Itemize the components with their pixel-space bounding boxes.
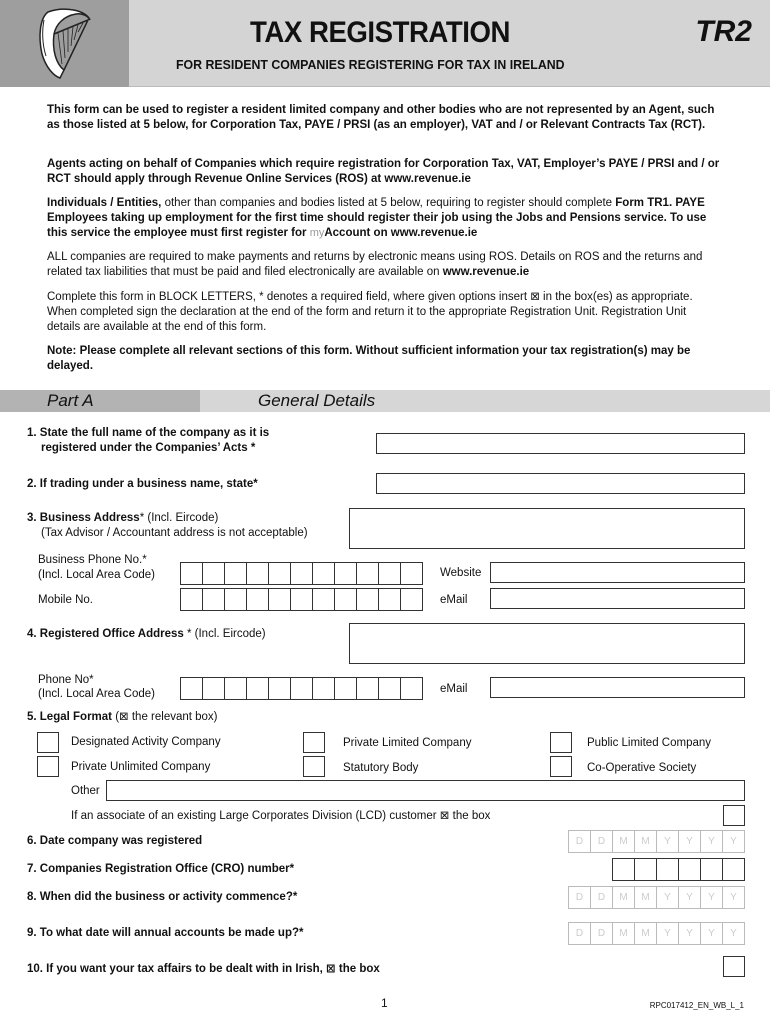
form-title: TAX REGISTRATION: [250, 16, 510, 49]
mobile-label: Mobile No.: [38, 594, 93, 606]
other-input[interactable]: [106, 780, 745, 801]
q2-label: 2. If trading under a business name, state*: [27, 478, 258, 490]
form-reference-code: RPC017412_EN_WB_L_1: [649, 1001, 744, 1010]
form-subtitle: FOR RESIDENT COMPANIES REGISTERING FOR TAX IN IRELAND: [176, 57, 565, 72]
co-operative-society-checkbox[interactable]: [550, 756, 572, 777]
q7-label: 7. Companies Registration Office (CRO) number*: [27, 863, 295, 875]
website-input[interactable]: [490, 562, 745, 583]
business-address-input[interactable]: [349, 508, 745, 549]
business-phone-label-1: Business Phone No.*: [38, 554, 147, 566]
business-phone-label-2: (Incl. Local Area Code): [38, 569, 155, 581]
lcd-label: If an associate of an existing Large Corporates Division (LCD) customer ⊠ the box: [71, 810, 491, 822]
designated-activity-company-checkbox[interactable]: [37, 732, 59, 753]
email-input[interactable]: [490, 588, 745, 609]
irish-language-checkbox[interactable]: [723, 956, 745, 977]
q1-label-line2: registered under the Companies’ Acts *: [41, 442, 256, 454]
q6-label: 6. Date company was registered: [27, 835, 203, 847]
part-a-label-panel: [0, 390, 200, 412]
other-label: Other: [71, 785, 100, 797]
cro-number-input[interactable]: [612, 858, 745, 881]
business-phone-input[interactable]: [180, 562, 423, 585]
website-label: Website: [440, 567, 482, 579]
page-number: 1: [381, 996, 388, 1010]
phone-input[interactable]: [180, 677, 423, 700]
registered-office-address-input[interactable]: [349, 623, 745, 664]
page-header: [0, 0, 770, 87]
form-code: TR2: [695, 15, 752, 48]
intro-paragraph-1: This form can be used to register a resident limited company and other bodies who are not represented by an Agent, such as those listed at 5 below, for Corporation Tax, PAYE / PRSI (as an employer), VAT and / or Relevant Contracts Tax (RCT).: [47, 104, 715, 131]
phone-label-1: Phone No*: [38, 674, 94, 686]
public-limited-company-checkbox[interactable]: [550, 732, 572, 753]
logo-panel: [0, 0, 129, 87]
statutory-body-label: Statutory Body: [343, 762, 419, 774]
mobile-input[interactable]: [180, 588, 423, 611]
private-unlimited-company-checkbox[interactable]: [37, 756, 59, 777]
part-label: Part A: [47, 391, 94, 410]
intro-paragraph-3: Individuals / Entities, other than companies and bodies listed at 5 below, requiring to register should complete Form TR1. PAYE Employees taking up employment for the first time should register their job using the Jobs and Pensions service. To use this service the employee must first register for myAccount on www.revenue.ie: [47, 197, 707, 239]
co-operative-society-label: Co-Operative Society: [587, 762, 697, 774]
harp-logo-icon: [34, 6, 94, 81]
intro-paragraph-5: Complete this form in BLOCK LETTERS, * denotes a required field, where given options insert ⊠ in the box(es) as appropriate. When completed sign the declaration at the end of the form and return it to the appropriate Registration Unit. Registration Unit details are available at the end of this form.: [47, 291, 693, 333]
accounts-date-input[interactable]: D D M M Y Y Y Y: [568, 922, 745, 945]
phone-label-2: (Incl. Local Area Code): [38, 688, 155, 700]
public-limited-company-label: Public Limited Company: [587, 737, 712, 749]
q10-label: 10. If you want your tax affairs to be dealt with in Irish, ⊠ the box: [27, 963, 380, 975]
commencement-date-input[interactable]: D D M M Y Y Y Y: [568, 886, 745, 909]
email2-input[interactable]: [490, 677, 745, 698]
q9-label: 9. To what date will annual accounts be made up?*: [27, 927, 304, 939]
email-label: eMail: [440, 594, 468, 606]
part-a-bar: [0, 390, 770, 412]
q8-label: 8. When did the business or activity commence?*: [27, 891, 298, 903]
q3-label-line2: (Tax Advisor / Accountant address is not acceptable): [41, 527, 308, 539]
q1-label-line1: 1. State the full name of the company as it is: [27, 427, 270, 439]
q5-label: 5. Legal Format (⊠ the relevant box): [27, 711, 218, 723]
email2-label: eMail: [440, 683, 468, 695]
statutory-body-checkbox[interactable]: [303, 756, 325, 777]
intro-paragraph-4: ALL companies are required to make payments and returns by electronic means using ROS. Details on ROS and the returns and related tax liabilities that must be paid and filed electronically are available on www.revenue.ie: [47, 251, 703, 278]
registration-date-input[interactable]: D D M M Y Y Y Y: [568, 830, 745, 853]
q4-label: 4. Registered Office Address * (Incl. Eircode): [27, 628, 266, 640]
part-title: General Details: [258, 391, 376, 410]
intro-paragraph-2: Agents acting on behalf of Companies which require registration for Corporation Tax, VAT, Employer’s PAYE / PRSI and / or RCT should apply through Revenue Online Services (ROS) at www.revenue.ie: [47, 158, 720, 185]
q3-label-line1: 3. Business Address* (Incl. Eircode): [27, 512, 219, 524]
designated-activity-company-label: Designated Activity Company: [71, 736, 221, 748]
company-name-input[interactable]: [376, 433, 745, 454]
business-name-input[interactable]: [376, 473, 745, 494]
private-limited-company-checkbox[interactable]: [303, 732, 325, 753]
lcd-checkbox[interactable]: [723, 805, 745, 826]
intro-note: Note: Please complete all relevant sections of this form. Without sufficient information your tax registration(s) may be delayed.: [47, 345, 691, 372]
private-limited-company-label: Private Limited Company: [343, 737, 472, 749]
private-unlimited-company-label: Private Unlimited Company: [71, 761, 211, 773]
